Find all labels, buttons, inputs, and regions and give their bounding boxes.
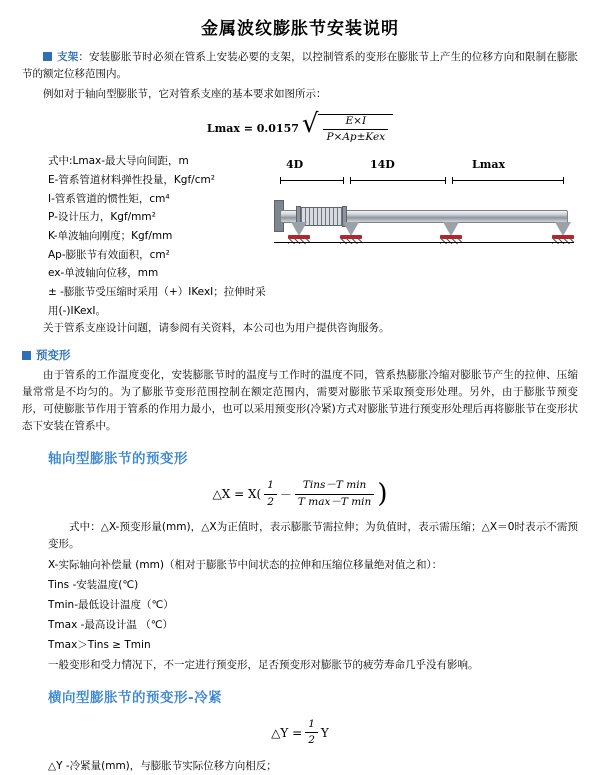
- formula-lateral-lhs: △Y =: [271, 725, 303, 740]
- formula-lmax-lhs: Lmax = 0.0157: [206, 122, 299, 136]
- axial-note-5: Tmax -最高设计温 （℃）: [48, 618, 174, 631]
- definition-item: Ap-膨胀节有效面积，cm²: [48, 248, 170, 261]
- subsection-lateral-heading: 横向型膨胀节的预变形-冷紧: [48, 689, 223, 706]
- formula-axial-temp-ratio: $\frac{\text{Tins－T min}}{\text{T max－T min}}$: [295, 479, 374, 508]
- axial-note-3: Tins -安装温度(℃): [48, 578, 139, 591]
- definition-item: 式中:Lmax-最大导向间距，m: [48, 155, 189, 168]
- document-body: [0, 49, 600, 775]
- guide-support: [288, 222, 310, 242]
- formula-lmax-denominator: P×Ap±Kex: [323, 129, 388, 144]
- pipe-support-diagram: [274, 158, 574, 278]
- blue-square-bullet-icon: [22, 351, 31, 360]
- guide-support: [552, 222, 574, 242]
- lateral-note-1: △Y -冷紧量(mm)，与膨胀节实际位移方向相反；: [48, 760, 277, 773]
- axial-note-7: 一般变形和受力情况下，不一定进行预变形，足否预变形对膨胀节的疲劳寿命几乎没有影响。: [48, 658, 479, 671]
- definitions-list: [22, 152, 272, 320]
- formula-axial-predeform: [22, 479, 578, 508]
- definition-item: P-设计压力，Kgf/mm²: [48, 211, 156, 224]
- document-page: [0, 14, 600, 773]
- section-predeform-heading-label: 预变形: [36, 348, 71, 363]
- formula-axial-lhs: △X = X(: [212, 487, 262, 502]
- axial-note-6: Tmax＞Tins ≥ Tmin: [48, 638, 151, 651]
- section-support-heading: 支架: [57, 51, 79, 63]
- formula-axial-minus: －: [279, 487, 292, 502]
- formula-lmax: [22, 109, 578, 144]
- dim-bar-14d: [350, 180, 446, 181]
- definitions-and-illustration: [22, 152, 578, 320]
- dim-bar-lmax: [452, 180, 564, 181]
- section-predeform-para1: 由于管系的工作温度变化，安装膨胀节时的温度与工作时的温度不同，管系热膨胀冷缩对膨胀节产生的拉伸、压缩量常常是不均匀的。为了膨胀节变形范围控制在额定范围内，需要对膨胀节采取预变形处理。另外，由于膨胀节预变形，可使膨胀节作用于管系的作用力最小，也可以采用预变形(冷紧)方式对膨胀节进行预变形处理后再将膨胀节在变形状态下安装在管系中。: [22, 369, 578, 433]
- guide-support: [340, 222, 362, 242]
- dim-label-lmax: Lmax: [472, 158, 506, 172]
- definition-item: K-单波轴向刚度；Kgf/mm: [48, 230, 173, 242]
- formula-axial-rhs: ): [377, 478, 388, 509]
- page-title: 金属波纹膨胀节安装说明: [201, 19, 399, 39]
- pipe-scene: [274, 184, 574, 274]
- guide-support: [440, 222, 462, 242]
- consult-note: 关于管系支座设计问题，请参阅有关资料，本公司也为用户提供咨询服务。: [43, 322, 390, 335]
- section-support-para2: 例如对于轴向型膨胀节，它对管系支座的基本要求如图所示：: [43, 88, 327, 100]
- section-predeform-heading: [22, 347, 578, 363]
- definition-item: ± -膨胀节受压缩时采用（+）IKexI；拉伸时采用(-)IKexI。: [48, 286, 266, 317]
- formula-axial-half: $\frac{1}{2}$: [264, 479, 277, 508]
- subsection-axial-heading: 轴向型膨胀节的预变形: [48, 451, 188, 468]
- sqrt-symbol-icon: √ $\frac{E\times I}{\text{P×Ap±Kex}}$: [302, 113, 393, 144]
- blue-square-bullet-icon: [43, 52, 52, 61]
- definition-item: E-管系管道材料弹性投量，Kgf/cm²: [48, 173, 215, 186]
- illustration-column: [272, 152, 578, 278]
- dim-bar-4d: [280, 180, 344, 181]
- axial-note-2: X-实际轴向补偿量 (mm)（相对于膨胀节中间状态的拉伸和压缩位移量绝对值之和）：: [48, 558, 443, 571]
- definition-item: ex-单波轴向位移，mm: [48, 267, 159, 280]
- formula-lateral-predeform: [22, 718, 578, 747]
- definition-item: I-管系管道的惯性矩，cm⁴: [48, 192, 170, 205]
- axial-note-4: Tmin-最低设计温度（℃）: [48, 598, 174, 611]
- ground-line: [274, 242, 574, 243]
- formula-lateral-rhs: Y: [320, 725, 329, 740]
- axial-note-1: 式中：△X-预变形量(mm)，△X为正值时，表示膨胀节需拉伸；为负值时，表示需压缩；△X＝0时表示不需预变形。: [48, 520, 578, 550]
- formula-lmax-numerator: E×I: [345, 115, 367, 127]
- dim-label-14d: 14D: [370, 158, 395, 172]
- section-support-para1: 安装膨胀节时必须在管系上安装必要的支架，以控制管系的变形在膨胀节上产生的位移方向和限制在膨胀节的额定位移范围内。: [22, 51, 579, 80]
- section-support-intro: 支架：安装膨胀节时必须在管系上安装必要的支架，以控制管系的变形在膨胀节上产生的位移方向和限制在膨胀节的额定位移范围内。: [22, 51, 579, 80]
- dim-label-4d: 4D: [286, 158, 304, 172]
- formula-lateral-half: $\frac{1}{2}$: [305, 718, 318, 747]
